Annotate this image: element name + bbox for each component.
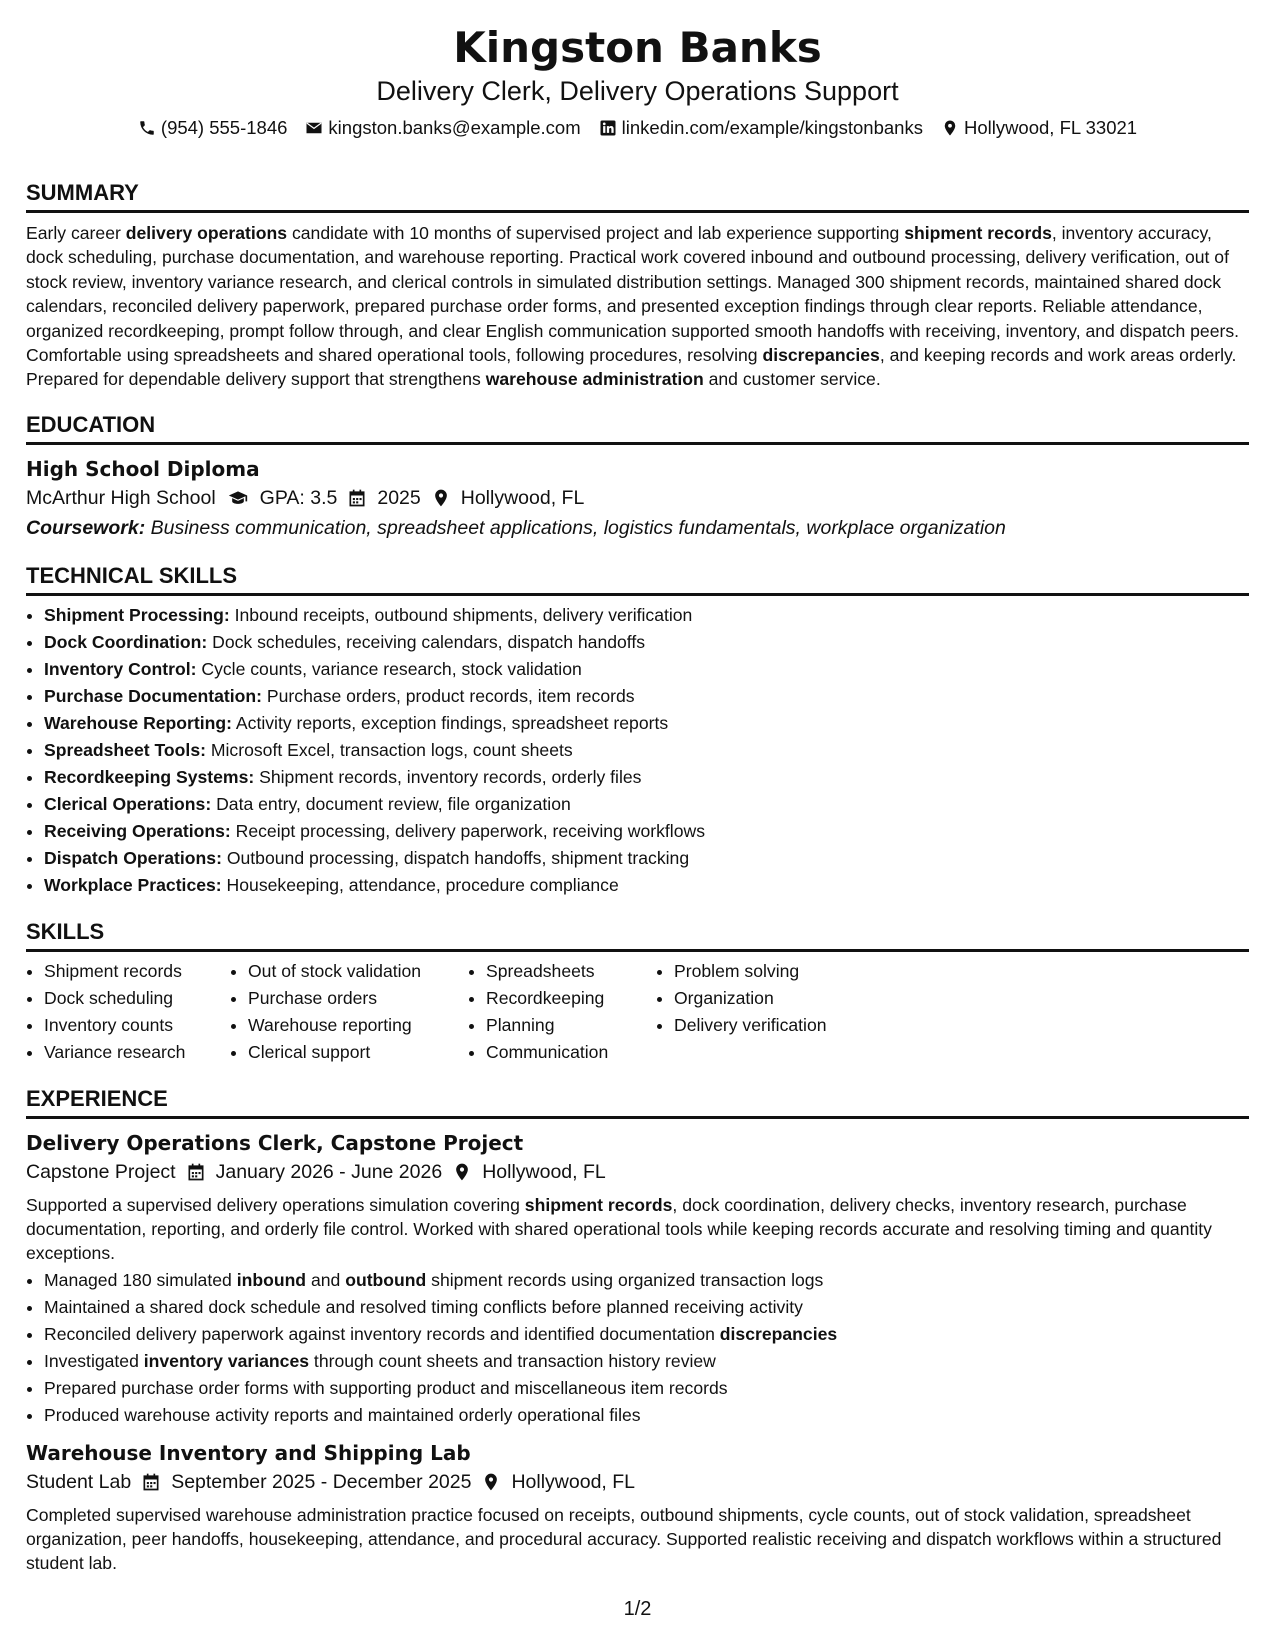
skill-item: • Inventory counts bbox=[44, 1012, 230, 1039]
skill-item: • Planning bbox=[486, 1012, 656, 1039]
linkedin-text[interactable]: linkedin.com/example/kingstonbanks bbox=[621, 117, 923, 138]
technical-skill-label: Workplace Practices: bbox=[44, 874, 222, 895]
job-meta bbox=[26, 1467, 1249, 1497]
contact-email[interactable] bbox=[305, 114, 580, 142]
skill-item: • Warehouse reporting bbox=[248, 1012, 468, 1039]
job-bullet bbox=[44, 1348, 1249, 1375]
technical-skill-text: Cycle counts, variance research, stock validation bbox=[196, 658, 582, 679]
section-heading-summary: SUMMARY bbox=[26, 178, 1249, 213]
job-location: Hollywood, FL bbox=[511, 1470, 636, 1493]
job-dates: September 2025 - December 2025 bbox=[171, 1470, 472, 1493]
emphasis-text: delivery operations bbox=[125, 223, 288, 243]
experience-list bbox=[26, 1129, 1249, 1575]
technical-skill-item bbox=[44, 710, 1249, 737]
technical-skill-label: Clerical Operations: bbox=[44, 793, 212, 814]
text-run: Early career bbox=[26, 223, 126, 243]
coursework-label: Coursework: bbox=[26, 516, 146, 539]
technical-skill-text: Receipt processing, delivery paperwork, receiving workflows bbox=[230, 820, 705, 841]
skill-item: • Out of stock validation bbox=[248, 958, 468, 985]
technical-skills-section bbox=[26, 561, 1249, 899]
skill-item: • Organization bbox=[674, 985, 874, 1012]
skills-section bbox=[26, 917, 1249, 1066]
contact-linkedin[interactable] bbox=[599, 114, 923, 142]
candidate-name: Kingston Banks bbox=[453, 23, 822, 72]
summary-section bbox=[26, 178, 1249, 392]
gpa-text: GPA: 3.5 bbox=[259, 486, 338, 509]
technical-skill-label: Recordkeeping Systems: bbox=[44, 766, 255, 787]
job-title: Delivery Operations Clerk, Capstone Project bbox=[26, 1130, 524, 1155]
map-pin-icon bbox=[431, 488, 451, 508]
skill-item: • Shipment records bbox=[44, 958, 230, 985]
skills-column bbox=[26, 958, 230, 1066]
skill-item: • Recordkeeping bbox=[486, 985, 656, 1012]
technical-skill-text: Data entry, document review, file organization bbox=[211, 793, 571, 814]
technical-skill-text: Dock schedules, receiving calendars, dispatch handoffs bbox=[207, 631, 646, 652]
technical-skill-text: Purchase orders, product records, item records bbox=[262, 685, 635, 706]
technical-skills-list bbox=[26, 602, 1249, 899]
calendar-icon bbox=[141, 1472, 161, 1492]
job-bullet bbox=[44, 1321, 1249, 1348]
location-text: Hollywood, FL 33021 bbox=[963, 117, 1138, 138]
envelope-icon bbox=[305, 119, 323, 137]
job-meta bbox=[26, 1157, 1249, 1187]
experience-entry bbox=[26, 1439, 1249, 1575]
technical-skill-label: Dispatch Operations: bbox=[44, 847, 222, 868]
text-run: candidate with 10 months of supervised project and lab experience supporting bbox=[287, 223, 905, 243]
resume-header bbox=[26, 0, 1249, 142]
technical-skill-item bbox=[44, 818, 1249, 845]
job-location: Hollywood, FL bbox=[482, 1160, 606, 1183]
technical-skill-item bbox=[44, 845, 1249, 872]
technical-skill-label: Receiving Operations: bbox=[44, 820, 231, 841]
skills-column bbox=[230, 958, 468, 1066]
text-run: Produced warehouse activity reports and maintained orderly operational files bbox=[44, 1404, 641, 1425]
candidate-title: Delivery Clerk, Delivery Operations Support bbox=[376, 76, 899, 106]
technical-skill-label: Warehouse Reporting: bbox=[44, 712, 232, 733]
job-bullets bbox=[26, 1267, 1249, 1429]
skill-item: • Spreadsheets bbox=[486, 958, 656, 985]
summary-text bbox=[26, 221, 1249, 392]
job-organization: Capstone Project bbox=[26, 1160, 176, 1183]
technical-skill-label: Dock Coordination: bbox=[44, 631, 208, 652]
technical-skill-text: Microsoft Excel, transaction logs, count sheets bbox=[205, 739, 573, 760]
section-heading-education: EDUCATION bbox=[26, 410, 1249, 445]
experience-entry bbox=[26, 1129, 1249, 1429]
text-run: Investigated bbox=[44, 1350, 144, 1371]
text-run: through count sheets and transaction history review bbox=[309, 1350, 716, 1371]
job-bullet bbox=[44, 1267, 1249, 1294]
map-pin-icon bbox=[452, 1162, 472, 1182]
emphasis-text: discrepancies bbox=[719, 1323, 838, 1344]
emphasis-text: inbound bbox=[236, 1269, 307, 1290]
experience-section bbox=[26, 1084, 1249, 1575]
email-text[interactable]: kingston.banks@example.com bbox=[328, 117, 581, 138]
section-heading-experience: EXPERIENCE bbox=[26, 1084, 1249, 1119]
technical-skill-text: Shipment records, inventory records, orderly files bbox=[254, 766, 642, 787]
contact-bar bbox=[26, 114, 1249, 142]
text-run: , inventory accuracy, dock scheduling, purchase documentation, and warehouse reporting. Practical work covered inbound and outbound processing, delivery verification, out of stock review, inventory variance research, and clerical controls in simulated distribution settings. Managed 300 shipment records, maintained shared dock calendars, reconciled delivery paperwork, prepared purchase order forms, and presented exception findings through clear reports. Reliable attendance, organized recordkeeping, prompt follow through, and clear English communication supported smooth handoffs with receiving, inventory, and dispatch peers. Comfortable using spreadsheets and shared operational tools, following procedures, resolving bbox=[26, 223, 1240, 366]
coursework-line bbox=[26, 513, 1249, 543]
phone-icon bbox=[138, 119, 156, 137]
job-description bbox=[26, 1193, 1249, 1265]
linkedin-icon bbox=[599, 119, 617, 137]
technical-skill-text: Activity reports, exception findings, spreadsheet reports bbox=[232, 712, 669, 733]
text-run: and customer service. bbox=[703, 369, 881, 390]
graduation-year: 2025 bbox=[377, 486, 421, 509]
job-bullet bbox=[44, 1294, 1249, 1321]
text-run: Completed supervised warehouse administration practice focused on receipts, outbound shipments, cycle counts, out of stock validation, spreadsheet organization, peer handoffs, housekeeping, attendance, and procedural accuracy. Supported realistic receiving and dispatch workflows within a structured student lab. bbox=[26, 1504, 1222, 1573]
education-section bbox=[26, 410, 1249, 543]
graduation-cap-icon bbox=[226, 488, 250, 508]
technical-skill-label: Shipment Processing: bbox=[44, 604, 230, 625]
skill-item: • Delivery verification bbox=[674, 1012, 874, 1039]
contact-location bbox=[941, 114, 1137, 142]
text-run: , and keeping records and work areas orderly. Prepared for dependable delivery support that strengthens bbox=[26, 345, 1237, 390]
technical-skill-item bbox=[44, 683, 1249, 710]
job-dates: January 2026 - June 2026 bbox=[215, 1160, 443, 1183]
calendar-icon bbox=[186, 1162, 206, 1182]
technical-skill-item bbox=[44, 629, 1249, 656]
job-description bbox=[26, 1503, 1249, 1575]
degree-title: High School Diploma bbox=[26, 456, 260, 481]
technical-skill-text: Outbound processing, dispatch handoffs, shipment tracking bbox=[221, 847, 690, 868]
emphasis-text: warehouse administration bbox=[485, 369, 704, 390]
section-heading-skills: SKILLS bbox=[26, 917, 1249, 952]
skill-item: • Problem solving bbox=[674, 958, 874, 985]
text-run: Managed 180 simulated bbox=[44, 1269, 237, 1290]
text-run: Maintained a shared dock schedule and resolved timing conflicts before planned receiving activity bbox=[44, 1296, 803, 1317]
technical-skill-label: Purchase Documentation: bbox=[44, 685, 263, 706]
technical-skill-item bbox=[44, 656, 1249, 683]
text-run: Reconciled delivery paperwork against inventory records and identified documentation bbox=[44, 1323, 720, 1344]
job-organization: Student Lab bbox=[26, 1470, 132, 1493]
technical-skill-item bbox=[44, 791, 1249, 818]
map-pin-icon bbox=[941, 119, 959, 137]
education-meta bbox=[26, 483, 1249, 513]
skill-item: • Variance research bbox=[44, 1039, 230, 1066]
skill-item: • Purchase orders bbox=[248, 985, 468, 1012]
technical-skill-label: Inventory Control: bbox=[44, 658, 197, 679]
technical-skill-item bbox=[44, 737, 1249, 764]
text-run: Supported a supervised delivery operations simulation covering bbox=[26, 1194, 525, 1215]
coursework-text: Business communication, spreadsheet applications, logistics fundamentals, workplace organization bbox=[150, 516, 1006, 539]
skill-item: • Communication bbox=[486, 1039, 656, 1066]
skills-column bbox=[468, 958, 656, 1066]
skill-item: • Dock scheduling bbox=[44, 985, 230, 1012]
skills-column bbox=[656, 958, 874, 1066]
technical-skill-text: Inbound receipts, outbound shipments, delivery verification bbox=[229, 604, 693, 625]
calendar-icon bbox=[347, 488, 367, 508]
section-heading-technical-skills: TECHNICAL SKILLS bbox=[26, 561, 1249, 596]
text-run: , dock coordination, delivery checks, inventory research, purchase documentation, reporting, and orderly file control. Worked with shared operational tools while keeping records accurate and resolving timing and quantity exceptions. bbox=[26, 1194, 1212, 1263]
emphasis-text: shipment records bbox=[524, 1194, 673, 1215]
skill-item: • Clerical support bbox=[248, 1039, 468, 1066]
page-indicator: 1/2 bbox=[623, 1598, 652, 1620]
technical-skill-item bbox=[44, 872, 1249, 899]
technical-skill-text: Housekeeping, attendance, procedure compliance bbox=[221, 874, 619, 895]
school-location: Hollywood, FL bbox=[460, 486, 585, 509]
phone-text: (954) 555-1846 bbox=[160, 117, 288, 138]
emphasis-text: outbound bbox=[345, 1269, 427, 1290]
emphasis-text: shipment records bbox=[904, 223, 1052, 243]
contact-phone bbox=[138, 114, 288, 142]
map-pin-icon bbox=[481, 1472, 501, 1492]
text-run: shipment records using organized transaction logs bbox=[426, 1269, 824, 1290]
school-name: McArthur High School bbox=[26, 486, 216, 509]
job-bullet bbox=[44, 1375, 1249, 1402]
technical-skill-item bbox=[44, 764, 1249, 791]
skills-grid bbox=[26, 958, 1249, 1066]
technical-skill-item bbox=[44, 602, 1249, 629]
emphasis-text: inventory variances bbox=[143, 1350, 310, 1371]
job-title: Warehouse Inventory and Shipping Lab bbox=[26, 1440, 471, 1465]
job-bullet bbox=[44, 1402, 1249, 1429]
technical-skill-label: Spreadsheet Tools: bbox=[44, 739, 206, 760]
emphasis-text: discrepancies bbox=[762, 345, 880, 366]
text-run: and bbox=[306, 1269, 346, 1290]
text-run: Prepared purchase order forms with supporting product and miscellaneous item records bbox=[44, 1377, 728, 1398]
